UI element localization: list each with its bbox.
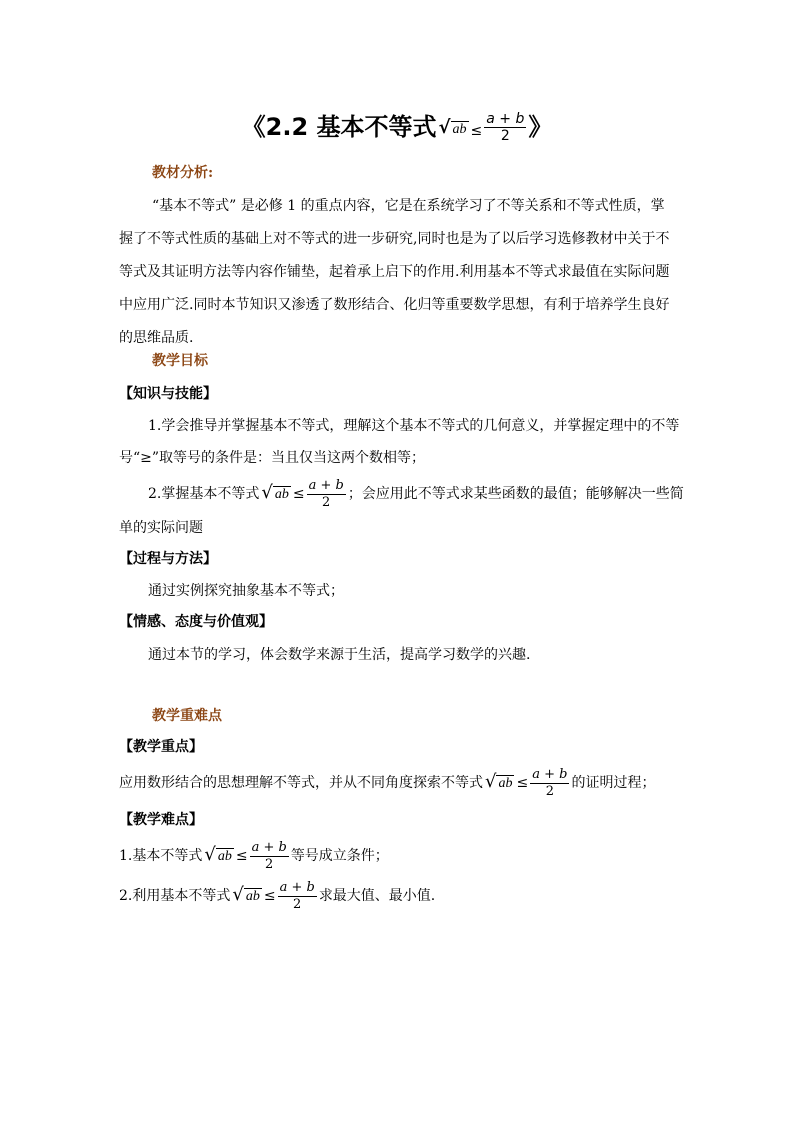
knowledge-label: 【知识与技能】 [119,386,217,402]
analysis-line-4: 中应用广泛.同时本节知识又渗透了数形结合、化归等重要数学思想，有利于培养学生良好 [119,297,670,313]
focus-formula: √ ab ≤ $\frac{a + b}{2}$ [485,766,568,799]
difficulty-formula-2: √ ab ≤ $\frac{a + b}{2}$ [232,879,315,912]
emotion-text: 通过本节的学习，体会数学来源于生活，提高学习数学的兴趣. [148,647,531,663]
knowledge-formula: √ ab ≤ $\frac{a + b}{2}$ [261,477,344,510]
knowledge-item2: 2.掌握基本不等式 √ ab ≤ $\frac{a + b}{2}$ ；会应用此不等式求某些函数的最值；能够解决一些简 [148,476,684,512]
knowledge-item1-line2: 号“≥”取等号的条件是：当且仅当这两个数相等； [119,450,426,466]
focus-text: 应用数形结合的思想理解不等式，并从不同角度探索不等式 √ ab ≤ $\frac{a + b}{2}$ 的证明过程； [119,765,655,801]
emotion-label: 【情感、态度与价值观】 [119,614,273,630]
difficulty-label: 【教学难点】 [119,812,203,828]
analysis-line-3: 等式及其证明方法等内容作铺垫，起着承上启下的作用.利用基本不等式求最值在实际问题 [119,264,670,280]
analysis-line-5: 的思维品质. [119,330,194,346]
analysis-line-2: 握了不等式性质的基础上对不等式的进一步研究,同时也是为了以后学习选修教材中关于不 [119,231,670,247]
difficulty-item1: 1.基本不等式 √ ab ≤ $\frac{a + b}{2}$ 等号成立条件； [119,838,389,874]
process-label: 【过程与方法】 [119,551,217,567]
process-text: 通过实例探究抽象基本不等式； [148,583,344,599]
knowledge-item2-line2: 单的实际问题 [119,520,203,536]
knowledge-item1-line1: 1.学会推导并掌握基本不等式，理解这个基本不等式的几何意义，并掌握定理中的不等 [148,418,680,434]
difficulty-item2: 2.利用基本不等式 √ ab ≤ $\frac{a + b}{2}$ 求最大值、最小值. [119,878,435,914]
title-formula: √ ab ≤ $\frac{a + b}{2}$ [438,111,525,144]
goals-heading: 教学目标 [152,353,208,369]
page-title: 《2.2 基本不等式 √ ab ≤ $\frac{a + b}{2}$ 》 [0,105,794,151]
analysis-heading: 教材分析: [152,165,214,181]
difficulty-formula-1: √ ab ≤ $\frac{a + b}{2}$ [204,839,287,872]
analysis-line-1: “基本不等式” 是必修 1 的重点内容，它是在系统学习了不等关系和不等式性质，掌 [152,198,665,214]
keypoints-heading: 教学重难点 [152,708,222,724]
focus-label: 【教学重点】 [119,739,203,755]
